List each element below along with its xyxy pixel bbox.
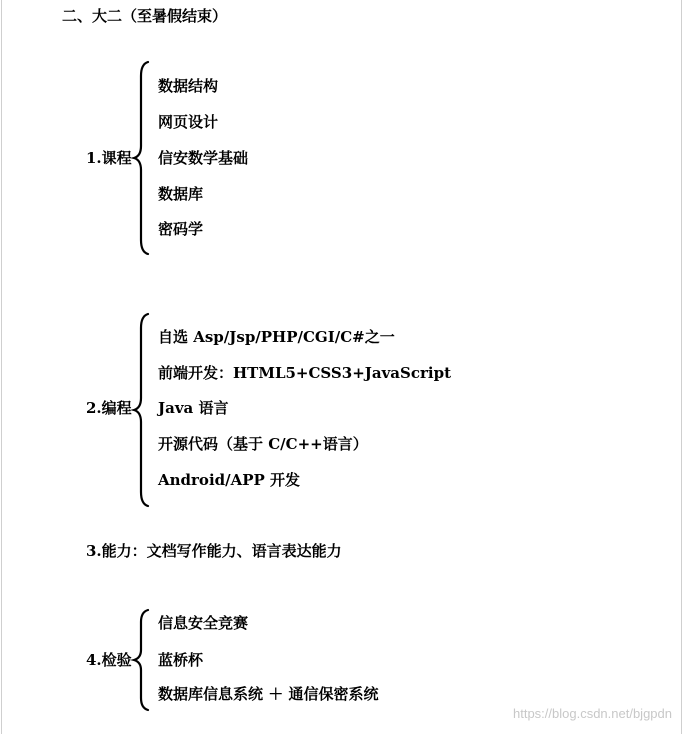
- page-right-border: [681, 0, 682, 734]
- programming-item: Android/APP 开发: [158, 471, 301, 489]
- course-item: 密码学: [158, 220, 204, 238]
- section-1-brace: [130, 60, 154, 256]
- section-2-label: 2.编程: [86, 399, 132, 417]
- assessment-item: 蓝桥杯: [158, 651, 204, 669]
- page-left-border: [1, 0, 2, 734]
- programming-item: Java 语言: [158, 399, 229, 417]
- section-4-label: 4.检验: [86, 651, 132, 669]
- course-item: 信安数学基础: [158, 149, 249, 167]
- programming-item: 前端开发：HTML5+CSS3+JavaScript: [158, 364, 452, 382]
- section-4-brace: [130, 608, 154, 712]
- section-3-label: 3.能力：文档写作能力、语言表达能力: [86, 542, 342, 560]
- programming-item: 开源代码（基于 C/C++语言）: [158, 435, 368, 453]
- section-1-label: 1.课程: [86, 149, 132, 167]
- course-item: 数据库: [158, 185, 204, 203]
- section-2-brace: [130, 312, 154, 508]
- assessment-item: 数据库信息系统 ＋ 通信保密系统: [158, 685, 379, 703]
- assessment-item: 信息安全竞赛: [158, 614, 249, 632]
- course-item: 数据结构: [158, 77, 219, 95]
- watermark: https://blog.csdn.net/bjgpdn: [512, 706, 672, 721]
- programming-item: 自选 Asp/Jsp/PHP/CGI/C#之一: [158, 328, 395, 346]
- section-heading: 二、大二（至暑假结束）: [62, 7, 228, 25]
- course-item: 网页设计: [158, 113, 219, 131]
